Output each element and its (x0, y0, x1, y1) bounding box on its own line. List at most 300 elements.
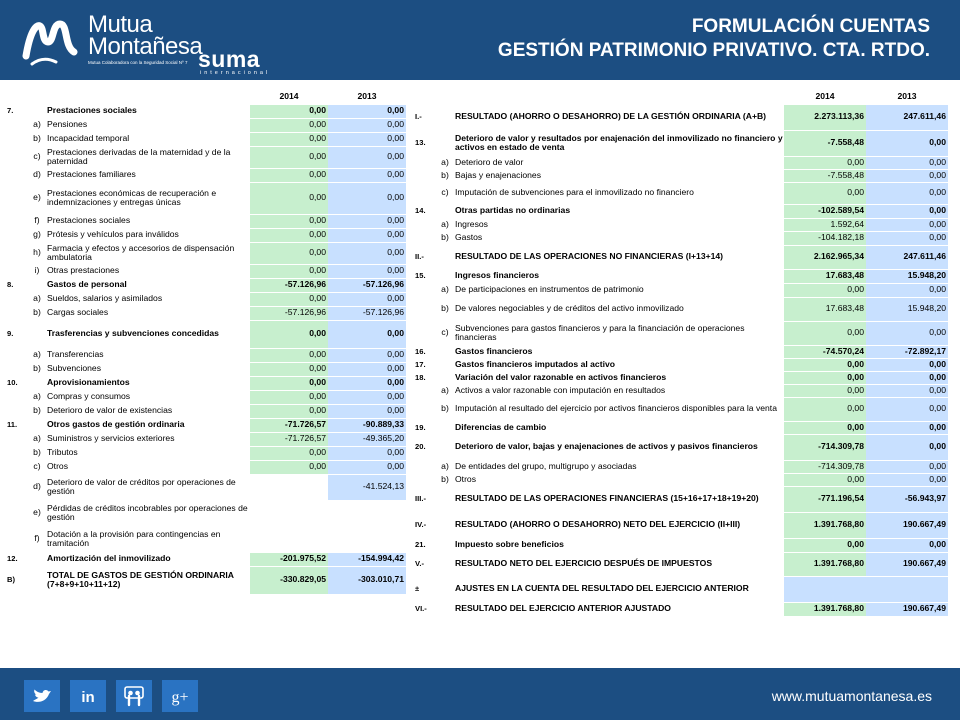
value-2014: 0,00 (250, 146, 328, 168)
row-label: Dotación a la provisión para contingencias en tramitación (46, 526, 250, 552)
header-spacer (46, 90, 250, 104)
value-2013: 0,00 (866, 231, 948, 245)
row-sub-letter: a) (436, 283, 454, 297)
row-number (414, 460, 436, 473)
row-label: RESULTADO DE LAS OPERACIONES NO FINANCIERAS (I+13+14) (454, 245, 784, 269)
table-row (414, 397, 948, 421)
row-label: Subvenciones para gastos financieros y para la financiación de operaciones financieras (454, 321, 784, 345)
row-label: RESULTADO (AHORRO O DESAHORRO) DE LA GESTIÓN ORDINARIA (A+B) (454, 104, 784, 130)
value-2013: 0,00 (328, 376, 406, 390)
table-row (6, 306, 406, 320)
value-2013: 0,00 (866, 473, 948, 486)
table-row (6, 292, 406, 306)
value-2014: 0,00 (250, 118, 328, 132)
table-row (6, 418, 406, 432)
row-label: Pensiones (46, 118, 250, 132)
table-row (414, 602, 948, 616)
value-2014: 0,00 (250, 214, 328, 228)
row-number (6, 460, 28, 474)
table-row (6, 104, 406, 118)
row-number (414, 156, 436, 169)
row-sub-letter (436, 371, 454, 384)
brand-tagline: Mutua Colaboradora con la Seguridad Social Nº 7 (88, 60, 188, 65)
row-sub-letter (28, 376, 46, 390)
value-2014: 0,00 (784, 473, 866, 486)
row-number: IV.- (414, 512, 436, 538)
table-row (414, 538, 948, 552)
row-number (414, 473, 436, 486)
value-2013: 0,00 (866, 283, 948, 297)
row-sub-letter: i) (28, 264, 46, 278)
value-2013: -303.010,71 (328, 566, 406, 594)
row-sub-letter: b) (436, 169, 454, 182)
value-2014: -71.726,57 (250, 418, 328, 432)
value-2013: -57.126,96 (328, 306, 406, 320)
value-2013: 0,00 (328, 132, 406, 146)
row-number (6, 446, 28, 460)
row-label: Tributos (46, 446, 250, 460)
value-2013: 0,00 (328, 242, 406, 264)
value-2014: -74.570,24 (784, 345, 866, 358)
row-number: 7. (6, 104, 28, 118)
value-2013: 247.611,46 (866, 245, 948, 269)
row-number: B) (6, 566, 28, 594)
row-sub-letter: f) (28, 214, 46, 228)
row-sub-letter: c) (28, 146, 46, 168)
table-row (6, 460, 406, 474)
value-2014: -714.309,78 (784, 434, 866, 460)
row-label: Prestaciones económicas de recuperación e indemnizaciones y entregas únicas (46, 182, 250, 214)
row-sub-letter (436, 358, 454, 371)
row-number: V.- (414, 552, 436, 576)
website-link[interactable]: www.mutuamontanesa.es (771, 688, 932, 704)
row-sub-letter: f) (28, 526, 46, 552)
value-2013: 0,00 (328, 460, 406, 474)
table-row (414, 169, 948, 182)
value-2014: 1.391.768,80 (784, 602, 866, 616)
row-number: VI.- (414, 602, 436, 616)
results-table-body (414, 104, 948, 616)
table-row (414, 512, 948, 538)
row-label: Pérdidas de créditos incobrables por operaciones de gestión (46, 500, 250, 526)
header-spacer (454, 90, 784, 104)
year-header-2013: 2013 (328, 90, 406, 104)
value-2013: 190.667,49 (866, 552, 948, 576)
value-2013: 0,00 (866, 182, 948, 204)
value-2014: 2.162.965,34 (784, 245, 866, 269)
row-sub-letter: b) (436, 397, 454, 421)
row-number (6, 500, 28, 526)
value-2013: 0,00 (328, 320, 406, 348)
row-label: Imputación al resultado del ejercicio por activos financieros disponibles para la venta (454, 397, 784, 421)
table-row (414, 156, 948, 169)
table-row (6, 432, 406, 446)
row-label: Diferencias de cambio (454, 421, 784, 434)
row-label: Variación del valor razonable en activos financieros (454, 371, 784, 384)
value-2013: 0,00 (866, 460, 948, 473)
row-number (414, 397, 436, 421)
row-sub-letter (436, 345, 454, 358)
row-sub-letter: b) (28, 404, 46, 418)
header-spacer (28, 90, 46, 104)
row-label: Ingresos financieros (454, 269, 784, 283)
row-sub-letter: a) (436, 460, 454, 473)
row-number: III.- (414, 486, 436, 512)
row-label: Prótesis y vehículos para inválidos (46, 228, 250, 242)
row-number: II.- (414, 245, 436, 269)
header-spacer (6, 90, 28, 104)
value-2013: 0,00 (866, 321, 948, 345)
row-number: 15. (414, 269, 436, 283)
row-label: Impuesto sobre beneficios (454, 538, 784, 552)
brand-logo[interactable] (22, 8, 282, 78)
row-label: Subvenciones (46, 362, 250, 376)
value-2014: -7.558,48 (784, 130, 866, 156)
row-number (6, 292, 28, 306)
row-number: ± (414, 576, 436, 602)
value-2014: 0,00 (250, 376, 328, 390)
table-row (6, 264, 406, 278)
row-sub-letter (436, 552, 454, 576)
value-2013: 0,00 (866, 371, 948, 384)
row-sub-letter (436, 434, 454, 460)
twitter-icon (24, 680, 60, 712)
value-2014: -71.726,57 (250, 432, 328, 446)
value-2013: 0,00 (328, 264, 406, 278)
table-row (6, 390, 406, 404)
value-2014: 0,00 (250, 446, 328, 460)
value-2014: 1.391.768,80 (784, 512, 866, 538)
row-sub-letter: b) (436, 297, 454, 321)
row-label: De valores negociables y de créditos del activo inmovilizado (454, 297, 784, 321)
row-sub-letter (436, 104, 454, 130)
row-number: 16. (414, 345, 436, 358)
value-2014: -330.829,05 (250, 566, 328, 594)
value-2013: 0,00 (328, 182, 406, 214)
value-2014: 0,00 (250, 292, 328, 306)
row-sub-letter: e) (28, 182, 46, 214)
row-sub-letter: c) (436, 182, 454, 204)
row-sub-letter (28, 278, 46, 292)
table-row (414, 283, 948, 297)
row-label: Gastos (454, 231, 784, 245)
row-label: Gastos financieros (454, 345, 784, 358)
value-2013: -90.889,33 (328, 418, 406, 432)
table-row (6, 362, 406, 376)
table-row (6, 552, 406, 566)
row-label: Bajas y enajenaciones (454, 169, 784, 182)
value-2014: 0,00 (250, 362, 328, 376)
value-2013: 0,00 (328, 168, 406, 182)
row-number (414, 297, 436, 321)
value-2013 (866, 576, 948, 602)
row-label: Ingresos (454, 218, 784, 231)
value-2014: 0,00 (784, 358, 866, 371)
row-label: Deterioro de valor de existencias (46, 404, 250, 418)
row-label: Deterioro de valor (454, 156, 784, 169)
value-2013 (328, 500, 406, 526)
header-spacer (414, 90, 436, 104)
row-number (6, 306, 28, 320)
value-2013: 0,00 (866, 434, 948, 460)
linkedin-icon (70, 680, 106, 712)
row-sub-letter: g) (28, 228, 46, 242)
value-2013: -57.126,96 (328, 278, 406, 292)
row-sub-letter (436, 486, 454, 512)
google-plus-button[interactable] (162, 680, 198, 712)
table-row (414, 421, 948, 434)
row-sub-letter: a) (28, 432, 46, 446)
row-label: Compras y consumos (46, 390, 250, 404)
table-row (6, 320, 406, 348)
google-plus-icon (162, 680, 198, 712)
row-sub-letter (436, 269, 454, 283)
row-label: RESULTADO DE LAS OPERACIONES FINANCIERAS (15+16+17+18+19+20) (454, 486, 784, 512)
value-2013: 0,00 (328, 118, 406, 132)
row-number: 21. (414, 538, 436, 552)
value-2013: 190.667,49 (866, 512, 948, 538)
row-label: Otros (46, 460, 250, 474)
row-sub-letter (436, 421, 454, 434)
value-2013: 0,00 (866, 397, 948, 421)
value-2014: 0,00 (784, 384, 866, 397)
table-row (6, 474, 406, 500)
value-2013: 0,00 (866, 358, 948, 371)
row-sub-letter: b) (28, 306, 46, 320)
brand-name-line2: Montañesa (88, 33, 203, 60)
row-sub-letter: h) (28, 242, 46, 264)
row-number: I.- (414, 104, 436, 130)
header-spacer (436, 90, 454, 104)
value-2014: 0,00 (250, 460, 328, 474)
row-number (6, 228, 28, 242)
row-label: Aprovisionamientos (46, 376, 250, 390)
value-2013 (328, 526, 406, 552)
value-2014: 2.273.113,36 (784, 104, 866, 130)
value-2013: 0,00 (866, 384, 948, 397)
row-number (414, 218, 436, 231)
value-2013: 0,00 (328, 292, 406, 306)
row-number (6, 168, 28, 182)
table-row (414, 434, 948, 460)
row-label: Prestaciones sociales (46, 104, 250, 118)
row-number (6, 242, 28, 264)
value-2014: -102.589,54 (784, 204, 866, 218)
row-label: Deterioro de valor y resultados por enajenación del inmovilizado no financiero y activos en estado de venta (454, 130, 784, 156)
table-row (6, 404, 406, 418)
value-2013: 0,00 (866, 130, 948, 156)
value-2013: 190.667,49 (866, 602, 948, 616)
row-sub-letter: d) (28, 168, 46, 182)
value-2014: 0,00 (784, 283, 866, 297)
expenses-table (6, 90, 406, 595)
table-row (6, 168, 406, 182)
table-row (6, 214, 406, 228)
partner-logo-sub: internacional (200, 70, 271, 76)
row-label: Deterioro de valor, bajas y enajenaciones de activos y pasivos financieros (454, 434, 784, 460)
table-row (414, 552, 948, 576)
row-label: Transferencias (46, 348, 250, 362)
row-sub-letter (28, 418, 46, 432)
value-2014: 0,00 (250, 348, 328, 362)
table-row (6, 376, 406, 390)
value-2013: 247.611,46 (866, 104, 948, 130)
table-row (6, 118, 406, 132)
value-2014: 0,00 (250, 264, 328, 278)
table-row (414, 358, 948, 371)
row-number (6, 432, 28, 446)
value-2013: -72.892,17 (866, 345, 948, 358)
table-row (6, 132, 406, 146)
row-number (6, 348, 28, 362)
row-number: 20. (414, 434, 436, 460)
row-sub-letter (28, 552, 46, 566)
table-row (6, 446, 406, 460)
table-row (414, 104, 948, 130)
row-sub-letter: c) (436, 321, 454, 345)
table-row (6, 146, 406, 168)
row-label: Sueldos, salarios y asimilados (46, 292, 250, 306)
year-header-2013: 2013 (866, 90, 948, 104)
row-number (6, 214, 28, 228)
value-2014: 0,00 (784, 321, 866, 345)
table-row (414, 204, 948, 218)
row-number: 13. (414, 130, 436, 156)
slideshare-button[interactable] (116, 680, 152, 712)
row-sub-letter: b) (436, 231, 454, 245)
value-2014: 0,00 (784, 371, 866, 384)
row-label: Otros gastos de gestión ordinaria (46, 418, 250, 432)
table-row (414, 130, 948, 156)
row-sub-letter (28, 104, 46, 118)
row-label: TOTAL DE GASTOS DE GESTIÓN ORDINARIA (7+8+9+10+11+12) (46, 566, 250, 594)
partner-logo-name: suma (198, 46, 261, 72)
row-label: AJUSTES EN LA CUENTA DEL RESULTADO DEL EJERCICIO ANTERIOR (454, 576, 784, 602)
page-title-line1: FORMULACIÓN CUENTAS (691, 16, 930, 37)
row-sub-letter: a) (28, 292, 46, 306)
value-2014: 0,00 (250, 390, 328, 404)
value-2013: 0,00 (866, 204, 948, 218)
value-2014: 0,00 (250, 168, 328, 182)
value-2013: -56.943,97 (866, 486, 948, 512)
table-row (414, 245, 948, 269)
row-number (414, 169, 436, 182)
table-row (6, 566, 406, 594)
row-sub-letter: a) (28, 348, 46, 362)
value-2014: 0,00 (250, 104, 328, 118)
row-label: Trasferencias y subvenciones concedidas (46, 320, 250, 348)
value-2014: -201.975,52 (250, 552, 328, 566)
google-plus-glyph: g+ (171, 689, 189, 706)
value-2014: -771.196,54 (784, 486, 866, 512)
brand-name-line1: Mutua (88, 11, 153, 38)
row-number: 8. (6, 278, 28, 292)
value-2014 (784, 576, 866, 602)
value-2014: 0,00 (250, 182, 328, 214)
row-number: 9. (6, 320, 28, 348)
row-label: Prestaciones derivadas de la maternidad y de la paternidad (46, 146, 250, 168)
value-2013: -49.365,20 (328, 432, 406, 446)
row-sub-letter (28, 320, 46, 348)
row-label: Deterioro de valor de créditos por operaciones de gestión (46, 474, 250, 500)
table-row (6, 278, 406, 292)
value-2014: 1.592,64 (784, 218, 866, 231)
value-2013: 0,00 (866, 218, 948, 231)
row-label: Suministros y servicios exteriores (46, 432, 250, 446)
value-2013: 0,00 (328, 404, 406, 418)
row-number: 10. (6, 376, 28, 390)
row-label: Otras prestaciones (46, 264, 250, 278)
table-row (414, 486, 948, 512)
value-2014 (250, 500, 328, 526)
table-row (414, 182, 948, 204)
row-label: Amortización del inmovilizado (46, 552, 250, 566)
row-sub-letter (436, 245, 454, 269)
row-sub-letter: a) (28, 390, 46, 404)
value-2013: 0,00 (328, 348, 406, 362)
row-label: Gastos financieros imputados al activo (454, 358, 784, 371)
table-row (6, 242, 406, 264)
row-sub-letter: a) (28, 118, 46, 132)
row-sub-letter: b) (28, 446, 46, 460)
value-2014: 0,00 (784, 182, 866, 204)
table-row (414, 297, 948, 321)
row-number (6, 526, 28, 552)
row-sub-letter (436, 602, 454, 616)
row-number: 17. (414, 358, 436, 371)
row-number (6, 182, 28, 214)
value-2014: 0,00 (250, 404, 328, 418)
row-sub-letter: a) (436, 218, 454, 231)
row-number (414, 283, 436, 297)
value-2014: 0,00 (250, 320, 328, 348)
value-2013: 0,00 (328, 228, 406, 242)
value-2013: 0,00 (328, 214, 406, 228)
linkedin-glyph: in (81, 689, 95, 706)
table-row (414, 218, 948, 231)
row-sub-letter (436, 130, 454, 156)
footer-bar (0, 668, 960, 720)
row-sub-letter: d) (28, 474, 46, 500)
header-bar (0, 0, 960, 80)
value-2014: 0,00 (784, 397, 866, 421)
twitter-button[interactable] (24, 680, 60, 712)
row-number (6, 404, 28, 418)
row-sub-letter (436, 512, 454, 538)
linkedin-button[interactable] (70, 680, 106, 712)
row-label: Prestaciones familiares (46, 168, 250, 182)
row-label: RESULTADO DEL EJERCICIO ANTERIOR AJUSTADO (454, 602, 784, 616)
table-row (414, 576, 948, 602)
row-label: De participaciones en instrumentos de patrimonio (454, 283, 784, 297)
value-2014: 17.683,48 (784, 269, 866, 283)
expenses-table-body (6, 104, 406, 594)
value-2013: 0,00 (866, 538, 948, 552)
row-label: Otros (454, 473, 784, 486)
row-number (414, 384, 436, 397)
row-label: Imputación de subvenciones para el inmovilizado no financiero (454, 182, 784, 204)
row-number (414, 231, 436, 245)
value-2014: 0,00 (784, 538, 866, 552)
value-2014: 0,00 (250, 132, 328, 146)
value-2014: 1.391.768,80 (784, 552, 866, 576)
value-2014 (250, 474, 328, 500)
value-2013: 0,00 (866, 169, 948, 182)
row-number: 19. (414, 421, 436, 434)
value-2014: -57.126,96 (250, 278, 328, 292)
row-label: Prestaciones sociales (46, 214, 250, 228)
value-2013: 0,00 (328, 104, 406, 118)
